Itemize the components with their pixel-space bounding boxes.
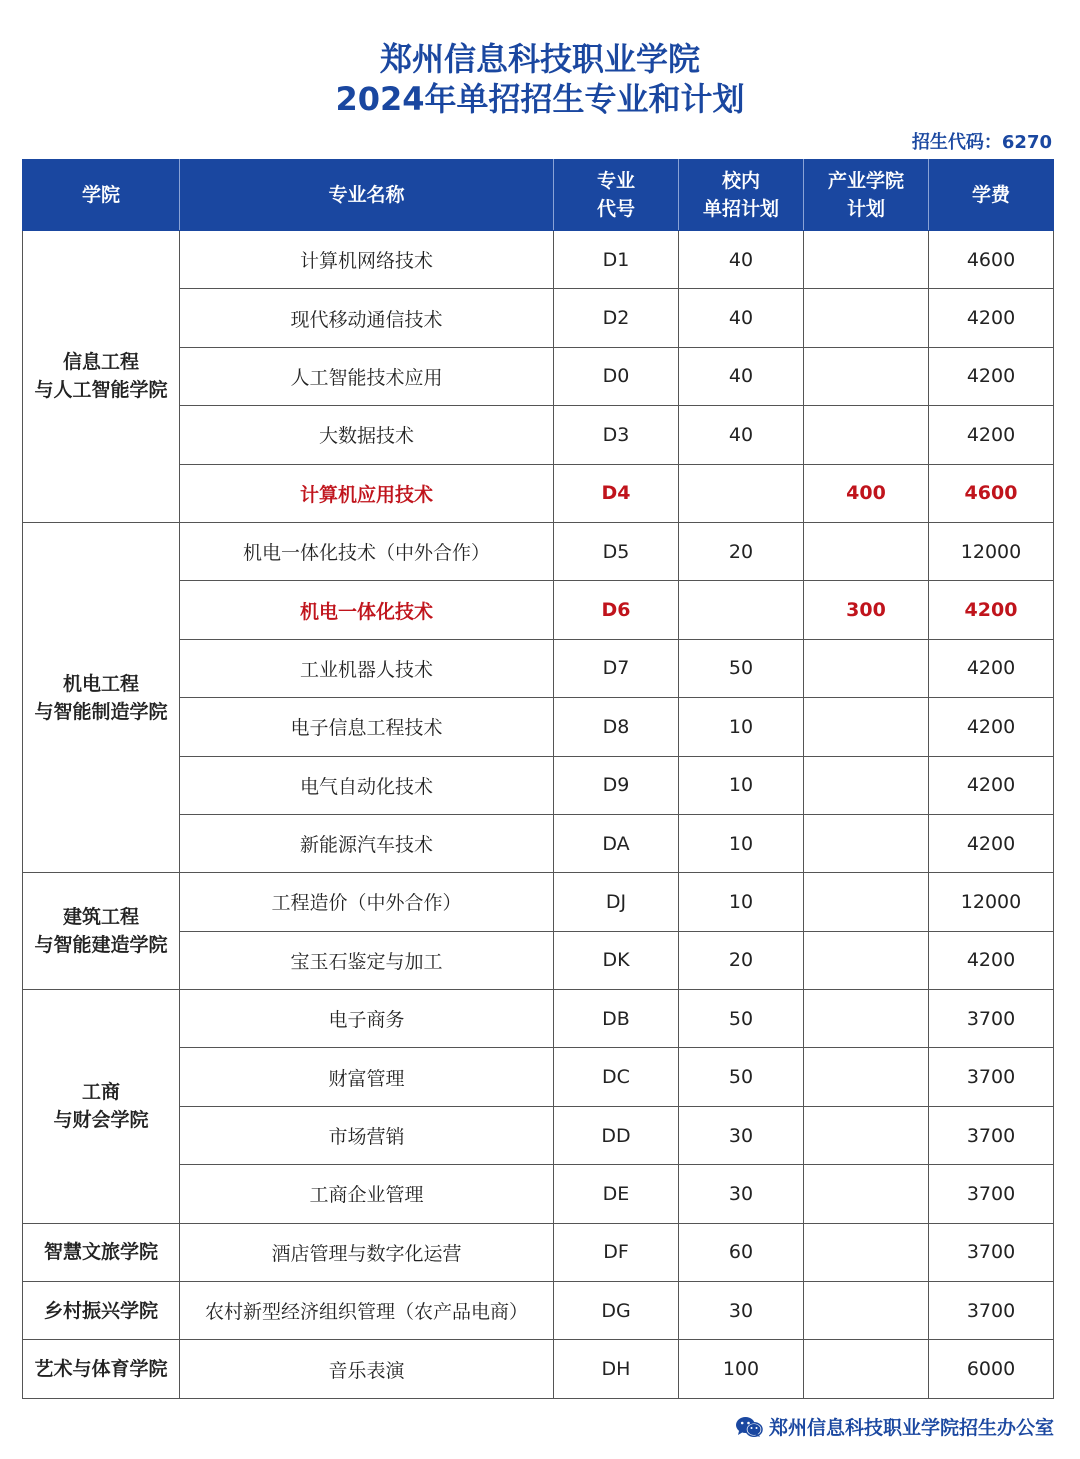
industry-plan-cell — [804, 406, 929, 464]
plan-cell: 30 — [679, 1165, 804, 1223]
plan-cell — [679, 464, 804, 522]
plan-cell: 50 — [679, 1048, 804, 1106]
fee-cell: 4200 — [929, 581, 1054, 639]
major-cell: 宝玉石鉴定与加工 — [180, 931, 554, 989]
fee-cell: 3700 — [929, 1282, 1054, 1340]
table-row — [23, 990, 1054, 1048]
college-cell: 建筑工程 与智能建造学院 — [23, 873, 180, 990]
industry-plan-cell — [804, 347, 929, 405]
header-fee: 学费 — [929, 160, 1054, 231]
major-cell: 机电一体化技术 — [180, 581, 554, 639]
code-cell: DG — [554, 1282, 679, 1340]
plan-cell: 40 — [679, 289, 804, 347]
plan-cell: 50 — [679, 990, 804, 1048]
plan-cell: 20 — [679, 522, 804, 580]
code-cell: D8 — [554, 698, 679, 756]
plan-cell: 100 — [679, 1340, 804, 1398]
industry-plan-cell — [804, 931, 929, 989]
fee-cell: 3700 — [929, 990, 1054, 1048]
code-cell: DA — [554, 814, 679, 872]
major-cell: 音乐表演 — [180, 1340, 554, 1398]
fee-cell: 12000 — [929, 522, 1054, 580]
major-cell: 电子商务 — [180, 990, 554, 1048]
wechat-icon — [735, 1416, 763, 1438]
major-cell: 机电一体化技术（中外合作） — [180, 522, 554, 580]
fee-cell: 12000 — [929, 873, 1054, 931]
college-cell: 工商 与财会学院 — [23, 990, 180, 1224]
code-cell: DH — [554, 1340, 679, 1398]
industry-plan-cell — [804, 1106, 929, 1164]
code-cell: DK — [554, 931, 679, 989]
major-cell: 计算机网络技术 — [180, 231, 554, 289]
fee-cell: 3700 — [929, 1106, 1054, 1164]
plan-cell: 40 — [679, 347, 804, 405]
plan-cell: 10 — [679, 814, 804, 872]
table-row — [23, 1282, 1054, 1340]
major-cell: 电气自动化技术 — [180, 756, 554, 814]
page-subtitle: 2024年单招招生专业和计划 — [335, 80, 745, 118]
table-row — [23, 522, 1054, 580]
major-cell: 大数据技术 — [180, 406, 554, 464]
code-cell: DC — [554, 1048, 679, 1106]
header-major: 专业名称 — [180, 160, 554, 231]
plan-cell: 60 — [679, 1223, 804, 1281]
major-cell: 人工智能技术应用 — [180, 347, 554, 405]
enrollment-code: 招生代码：6270 — [911, 132, 1052, 153]
fee-cell: 4200 — [929, 756, 1054, 814]
industry-plan-cell — [804, 756, 929, 814]
footer-text: 郑州信息科技职业学院招生办公室 — [768, 1417, 1054, 1439]
code-cell: D1 — [554, 231, 679, 289]
fee-cell: 4600 — [929, 464, 1054, 522]
major-cell: 市场营销 — [180, 1106, 554, 1164]
major-cell: 工程造价（中外合作） — [180, 873, 554, 931]
code-cell: DE — [554, 1165, 679, 1223]
fee-cell: 4200 — [929, 698, 1054, 756]
plan-cell: 50 — [679, 639, 804, 697]
fee-cell: 4200 — [929, 406, 1054, 464]
major-cell: 工商企业管理 — [180, 1165, 554, 1223]
industry-plan-cell — [804, 289, 929, 347]
code-cell: D6 — [554, 581, 679, 639]
major-cell: 新能源汽车技术 — [180, 814, 554, 872]
code-cell: D3 — [554, 406, 679, 464]
fee-cell: 6000 — [929, 1340, 1054, 1398]
major-cell: 酒店管理与数字化运营 — [180, 1223, 554, 1281]
majors-table — [22, 159, 1054, 1399]
footer — [735, 1413, 1054, 1440]
major-cell: 计算机应用技术 — [180, 464, 554, 522]
plan-cell: 10 — [679, 873, 804, 931]
plan-cell: 30 — [679, 1106, 804, 1164]
code-cell: D9 — [554, 756, 679, 814]
code-cell: D0 — [554, 347, 679, 405]
college-cell: 智慧文旅学院 — [23, 1223, 180, 1281]
plan-cell — [679, 581, 804, 639]
plan-cell: 40 — [679, 406, 804, 464]
industry-plan-cell: 400 — [804, 464, 929, 522]
fee-cell: 4200 — [929, 289, 1054, 347]
industry-plan-cell — [804, 1165, 929, 1223]
industry-plan-cell — [804, 698, 929, 756]
table-header-row — [23, 160, 1054, 231]
code-cell: DD — [554, 1106, 679, 1164]
industry-plan-cell: 300 — [804, 581, 929, 639]
table-row — [23, 1340, 1054, 1398]
college-cell: 信息工程 与人工智能学院 — [23, 231, 180, 523]
fee-cell: 4200 — [929, 639, 1054, 697]
industry-plan-cell — [804, 1048, 929, 1106]
plan-cell: 10 — [679, 698, 804, 756]
plan-cell: 20 — [679, 931, 804, 989]
industry-plan-cell — [804, 522, 929, 580]
fee-cell: 4200 — [929, 931, 1054, 989]
code-cell: D7 — [554, 639, 679, 697]
plan-cell: 40 — [679, 231, 804, 289]
code-cell: D4 — [554, 464, 679, 522]
fee-cell: 4600 — [929, 231, 1054, 289]
college-cell: 乡村振兴学院 — [23, 1282, 180, 1340]
industry-plan-cell — [804, 990, 929, 1048]
industry-plan-cell — [804, 873, 929, 931]
code-cell: D5 — [554, 522, 679, 580]
major-cell: 农村新型经济组织管理（农产品电商） — [180, 1282, 554, 1340]
plan-cell: 30 — [679, 1282, 804, 1340]
industry-plan-cell — [804, 814, 929, 872]
fee-cell: 3700 — [929, 1165, 1054, 1223]
fee-cell: 4200 — [929, 347, 1054, 405]
page-title: 郑州信息科技职业学院 — [379, 40, 700, 78]
code-cell: D2 — [554, 289, 679, 347]
code-cell: DF — [554, 1223, 679, 1281]
code-cell: DJ — [554, 873, 679, 931]
industry-plan-cell — [804, 231, 929, 289]
fee-cell: 3700 — [929, 1223, 1054, 1281]
table-row — [23, 1223, 1054, 1281]
fee-cell: 3700 — [929, 1048, 1054, 1106]
plan-cell: 10 — [679, 756, 804, 814]
header-plan: 校内 单招计划 — [679, 160, 804, 231]
industry-plan-cell — [804, 1282, 929, 1340]
industry-plan-cell — [804, 639, 929, 697]
industry-plan-cell — [804, 1223, 929, 1281]
major-cell: 现代移动通信技术 — [180, 289, 554, 347]
industry-plan-cell — [804, 1340, 929, 1398]
table-row — [23, 231, 1054, 289]
header-college: 学院 — [23, 160, 180, 231]
major-cell: 工业机器人技术 — [180, 639, 554, 697]
table-row — [23, 873, 1054, 931]
code-cell: DB — [554, 990, 679, 1048]
header-industry-plan: 产业学院 计划 — [804, 160, 929, 231]
fee-cell: 4200 — [929, 814, 1054, 872]
college-cell: 艺术与体育学院 — [23, 1340, 180, 1398]
college-cell: 机电工程 与智能制造学院 — [23, 522, 180, 872]
major-cell: 电子信息工程技术 — [180, 698, 554, 756]
header-code: 专业 代号 — [554, 160, 679, 231]
major-cell: 财富管理 — [180, 1048, 554, 1106]
